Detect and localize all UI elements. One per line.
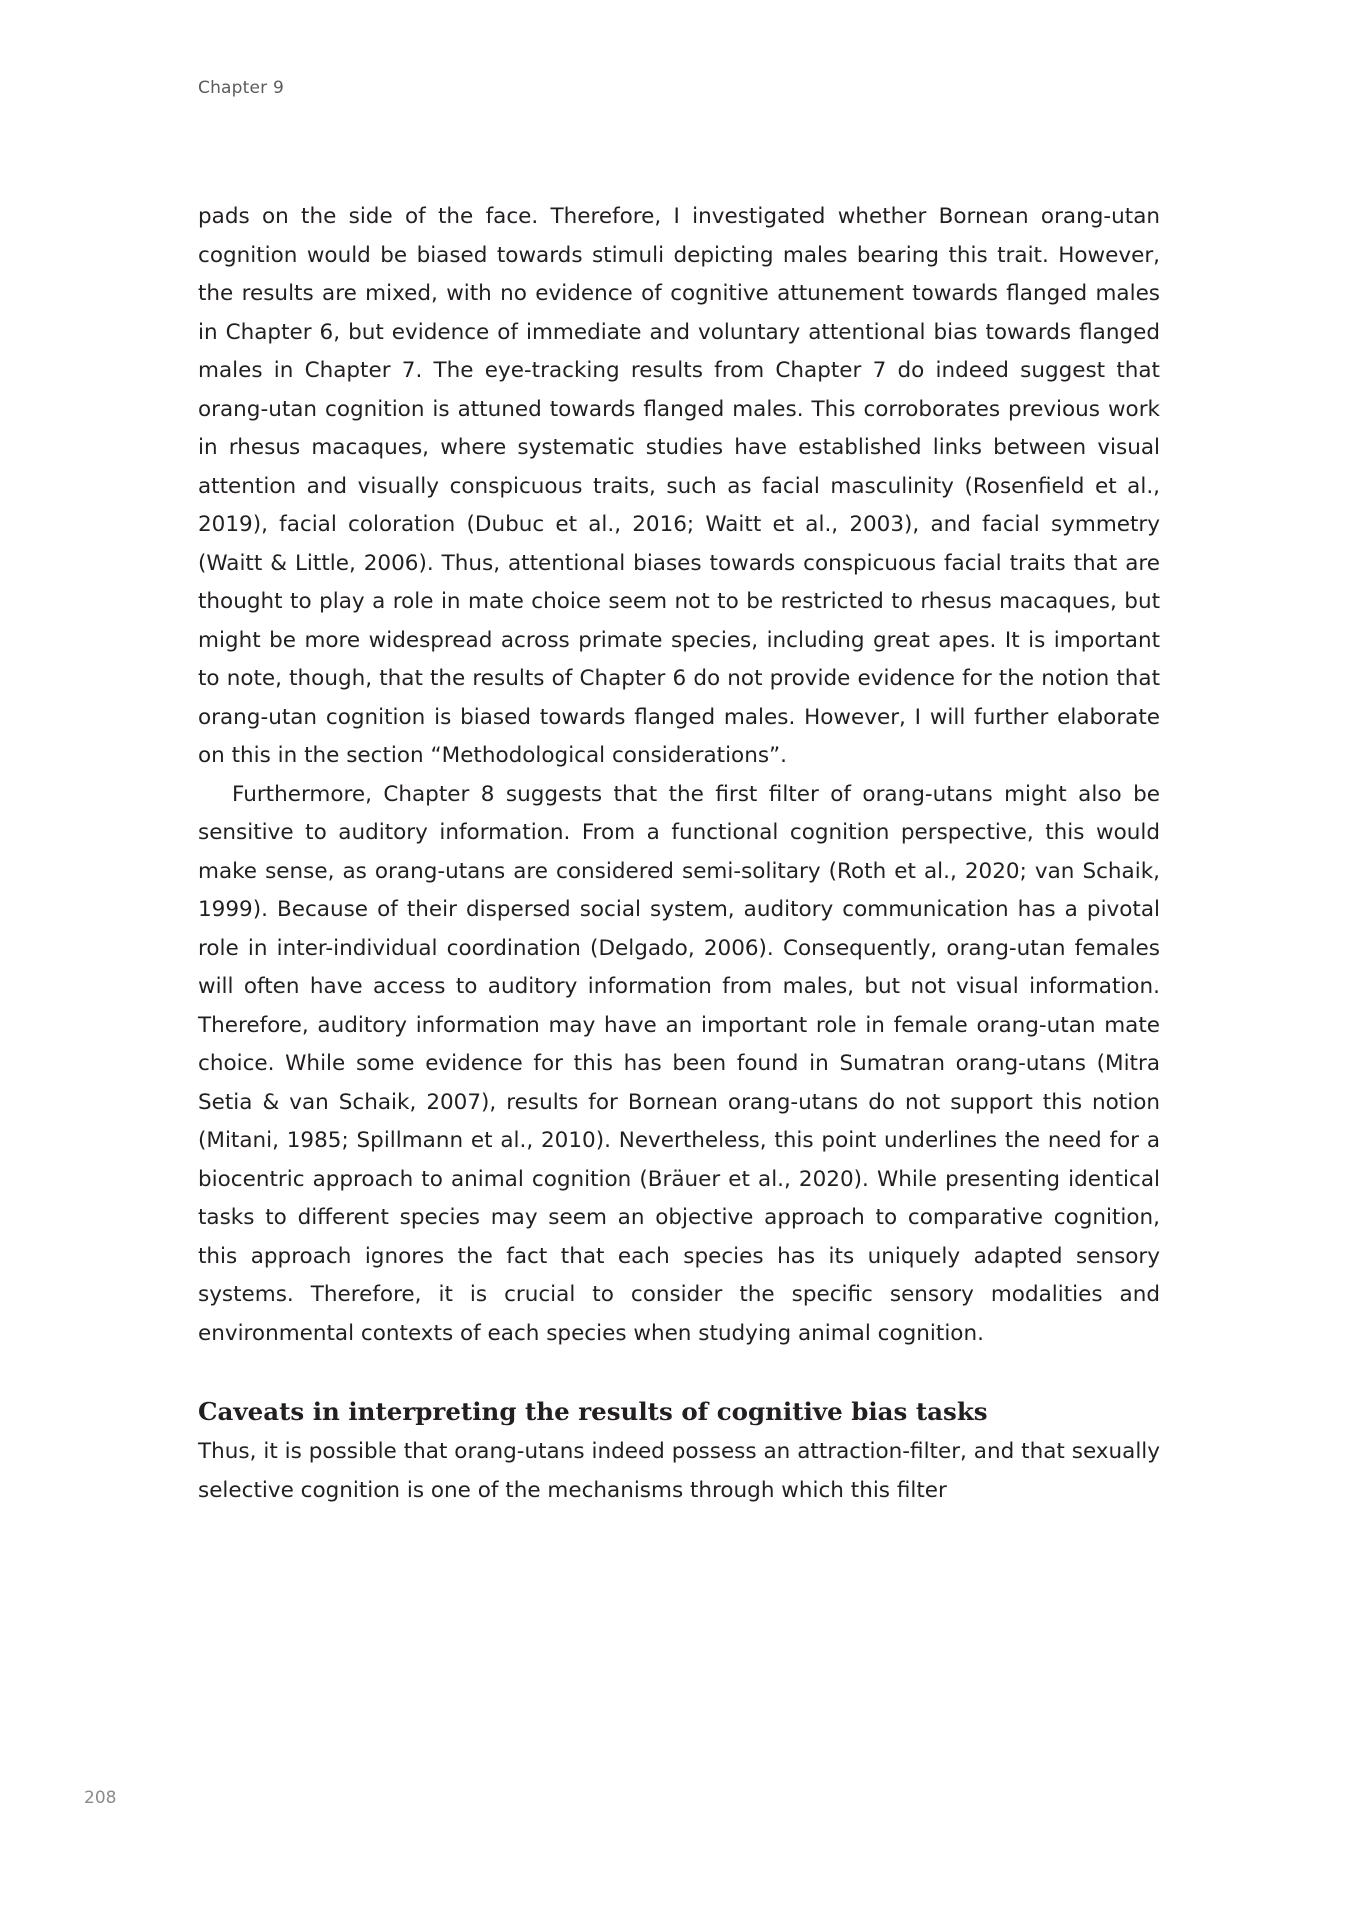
body-paragraph: Thus, it is possible that orang-utans indeed possess an attraction-filter, and that sexually selective cognition is one of the mechanisms through which this filter (198, 1439, 1160, 1503)
page-body (198, 198, 1160, 1510)
body-paragraph: Furthermore, Chapter 8 suggests that the first filter of orang-utans might also be sensitive to auditory information. From a functional cognition perspective, this would make sense, as orang-utans are considered semi-solitary (Roth et al., 2020; van Schaik, 1999). Because of their dispersed social system, auditory communication has a pivotal role in inter-individual coordination (Delgado, 2006). Consequently, orang-utan females will often have access to auditory information from males, but not visual information. Therefore, auditory information may have an important role in female orang-utan mate choice. While some evidence for this has been found in Sumatran orang-utans (Mitra Setia & van Schaik, 2007), results for Bornean orang-utans do not support this notion (Mitani, 1985; Spillmann et al., 2010). Nevertheless, this point underlines the need for a biocentric approach to animal cognition (Bräuer et al., 2020). While presenting identical tasks to different species may seem an objective approach to comparative cognition, this approach ignores the fact that each species has its uniquely adapted sensory systems. Therefore, it is crucial to consider the specific sensory modalities and environmental contexts of each species when studying animal cognition. (198, 781, 1160, 1346)
body-paragraph: pads on the side of the face. Therefore, I investigated whether Bornean orang-utan cognition would be biased towards stimuli depicting males bearing this trait. However, the results are mixed, with no evidence of cognitive attunement towards flanged males in Chapter 6, but evidence of immediate and voluntary attentional bias towards flanged males in Chapter 7. The eye-tracking results from Chapter 7 do indeed suggest that orang-utan cognition is attuned towards flanged males. This corroborates previous work in rhesus macaques, where systematic studies have established links between visual attention and visually conspicuous traits, such as facial masculinity (Rosenfield et al., 2019), facial coloration (Dubuc et al., 2016; Waitt et al., 2003), and facial symmetry (Waitt & Little, 2006). Thus, attentional biases towards conspicuous facial traits that are thought to play a role in mate choice seem not to be restricted to rhesus macaques, but might be more widespread across primate species, including great apes. It is important to note, though, that the results of Chapter 6 do not provide evidence for the notion that orang-utan cognition is biased towards flanged males. However, I will further elaborate on this in the section “Methodological considerations”. (198, 204, 1160, 768)
page-number: 208 (84, 1788, 117, 1808)
running-head: Chapter 9 (198, 78, 284, 98)
section-heading: Caveats in interpreting the results of cognitive bias tasks (198, 1397, 988, 1426)
